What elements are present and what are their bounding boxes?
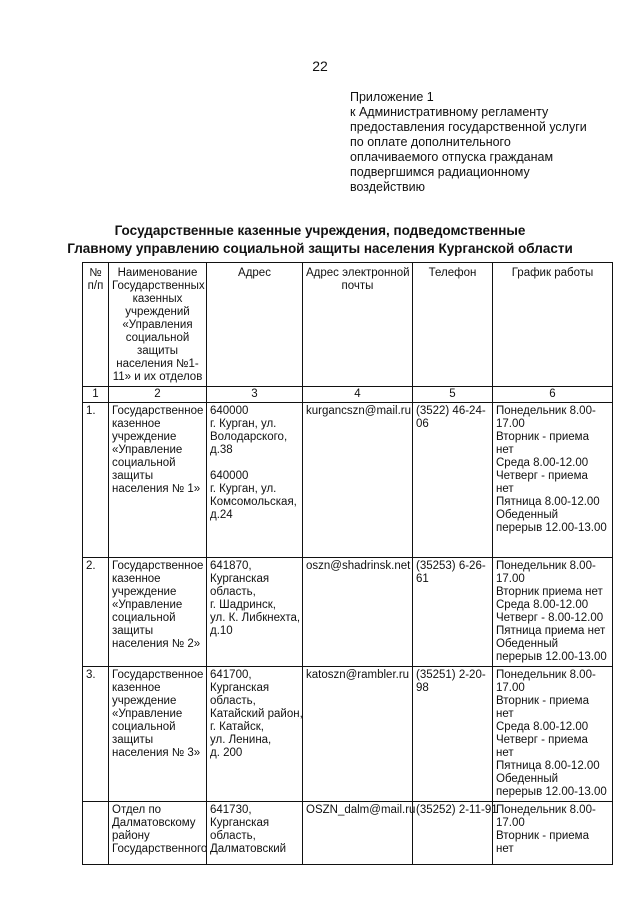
cell-line: Четверг - приема [496, 470, 588, 482]
cell-line: Обеденный [496, 638, 559, 650]
cell-line: району [112, 830, 150, 842]
cell-line: ул. К. Либкнехта, [210, 612, 301, 624]
institution-phone [413, 403, 493, 558]
cell-line: (3522) 46-24- [416, 405, 486, 417]
column-number: 3 [207, 387, 303, 403]
cell-line: Курганская [210, 573, 270, 585]
table-header-row [83, 263, 613, 387]
cell-line: защиты [136, 345, 179, 357]
cell-line: защиты [112, 470, 154, 482]
cell-line: г. Курган, ул. [210, 418, 277, 430]
appendix-line: предоставления государственной услуги [350, 120, 587, 134]
blank-line [210, 457, 299, 470]
institution-phone [413, 802, 498, 865]
institution-email [303, 667, 413, 802]
header-address [207, 263, 303, 387]
cell-line: Курганская [210, 817, 270, 829]
cell-line: 641700, [210, 669, 252, 681]
cell-line: «Управление [112, 599, 183, 611]
cell-line: Курганская [210, 682, 270, 694]
institution-phone [413, 558, 493, 667]
cell-line: kurgancszn@mail.ru [306, 405, 411, 417]
cell-line: г. Шадринск, [210, 599, 276, 611]
cell-line: г. Катайск, [210, 721, 264, 733]
cell-line: Наименование [117, 267, 198, 279]
cell-line: 17.00 [496, 817, 525, 829]
header-num [83, 263, 109, 387]
cell-line: 640000 [210, 405, 249, 417]
cell-line: 17.00 [496, 682, 525, 694]
cell-line: Отдел по [112, 804, 162, 816]
header-email [303, 263, 413, 387]
cell-line: № [89, 267, 102, 279]
institution-address [207, 558, 303, 667]
cell-line: Вторник приема нет [496, 586, 603, 598]
cell-line: Обеденный [496, 773, 559, 785]
cell-line: нет [496, 483, 514, 495]
cell-line: социальной [112, 457, 176, 469]
column-number: 2 [109, 387, 207, 403]
cell-line: 641870, [210, 560, 252, 572]
cell-line: 06 [416, 418, 429, 430]
cell-line: социальной [125, 332, 190, 344]
cell-line: казенное [112, 573, 161, 585]
institution-name [109, 667, 207, 802]
cell-line: д.38 [210, 444, 233, 456]
cell-line: Вторник - приема [496, 431, 589, 443]
cell-line: Телефон [428, 267, 477, 279]
cell-line: (35251) 2-20- [416, 669, 486, 681]
cell-line: 640000 [210, 470, 249, 482]
institutions-table [82, 262, 613, 865]
cell-line: область, [210, 830, 256, 842]
cell-line: Четверг - приема [496, 734, 588, 746]
cell-line: Понедельник 8.00- [496, 804, 596, 816]
row-number: 3. [83, 667, 109, 802]
cell-line: «Управление [112, 708, 183, 720]
cell-line: учреждений [125, 306, 190, 318]
cell-line: Адрес электронной [306, 267, 410, 279]
cell-line: Далматовский [210, 843, 287, 855]
cell-line: 98 [416, 682, 429, 694]
cell-line: д.10 [210, 625, 233, 637]
institution-name [109, 558, 207, 667]
appendix-line: оплачиваемого отпуска гражданам [350, 150, 554, 164]
cell-line: нет [496, 747, 514, 759]
column-number: 6 [493, 387, 613, 403]
institution-name [109, 802, 207, 865]
cell-line: Далматовскому [112, 817, 196, 829]
cell-line: Володарского, [210, 431, 288, 443]
table-row [83, 667, 613, 802]
cell-line: Государственное [112, 560, 204, 572]
cell-line: Государственных [112, 280, 205, 292]
cell-line: Понедельник 8.00- [496, 560, 596, 572]
cell-line: перерыв 12.00-13.00 [496, 651, 607, 663]
cell-line: учреждение [112, 586, 177, 598]
cell-line: защиты [112, 734, 154, 746]
cell-line: Катайский район, [210, 708, 303, 720]
institution-address [207, 403, 303, 558]
cell-line: Вторник - приема [496, 695, 589, 707]
document-title [0, 222, 640, 258]
institution-address [207, 802, 303, 865]
cell-line: перерыв 12.00-13.00 [496, 522, 607, 534]
cell-line: социальной [112, 612, 176, 624]
institution-schedule [493, 802, 613, 865]
cell-line: нет [496, 708, 514, 720]
institution-schedule [493, 558, 613, 667]
cell-line: График работы [511, 267, 594, 279]
cell-line: населения № 3» [112, 747, 201, 759]
cell-line: Понедельник 8.00- [496, 405, 596, 417]
cell-line: 17.00 [496, 418, 525, 430]
cell-line: д. 200 [210, 747, 243, 759]
cell-line: д.24 [210, 509, 233, 521]
header-phone [413, 263, 493, 387]
table-row [83, 802, 613, 865]
cell-line: учреждение [112, 431, 177, 443]
cell-line: Четверг - 8.00-12.00 [496, 612, 604, 624]
cell-line: Понедельник 8.00- [496, 669, 596, 681]
cell-line: нет [496, 843, 514, 855]
cell-line: Пятница приема нет [496, 625, 606, 637]
cell-line: перерыв 12.00-13.00 [496, 786, 607, 798]
cell-line: Пятница 8.00-12.00 [496, 760, 600, 772]
cell-line: Среда 8.00-12.00 [496, 599, 589, 611]
cell-line: область, [210, 586, 256, 598]
cell-line: Среда 8.00-12.00 [496, 721, 589, 733]
institution-schedule [493, 667, 613, 802]
cell-line: oszn@shadrinsk.net [306, 560, 411, 572]
cell-line: населения №1- [116, 358, 199, 370]
cell-line: «Управление [112, 444, 183, 456]
cell-line: (35253) 6-26- [416, 560, 486, 572]
cell-line: Государственного [112, 843, 208, 855]
appendix-line: к Административному регламенту [350, 105, 549, 119]
row-number [83, 802, 109, 865]
cell-line: Адрес [238, 267, 271, 279]
document-title-line: Главному управлению социальной защиты населения Курганской области [67, 241, 573, 256]
appendix-line: Приложение 1 [350, 90, 434, 104]
cell-line: область, [210, 695, 256, 707]
cell-line: Обеденный [496, 509, 559, 521]
cell-line: п/п [87, 280, 104, 292]
cell-line: казенное [112, 682, 161, 694]
table-row [83, 558, 613, 667]
document-title-line: Государственные казенные учреждения, подведомственные [114, 223, 526, 238]
appendix-note [350, 90, 610, 195]
cell-line: Комсомольская, [210, 496, 297, 508]
institution-name [109, 403, 207, 558]
cell-line: казенных [132, 293, 183, 305]
column-number: 5 [413, 387, 493, 403]
cell-line: г. Курган, ул. [210, 483, 277, 495]
cell-line: ул. Ленина, [210, 734, 272, 746]
column-number: 4 [303, 387, 413, 403]
institution-address [207, 667, 303, 802]
institution-phone [413, 667, 493, 802]
cell-line: 61 [416, 573, 429, 585]
cell-line: учреждение [112, 695, 177, 707]
header-schedule [493, 263, 613, 387]
row-number: 2. [83, 558, 109, 667]
cell-line: Пятница 8.00-12.00 [496, 496, 600, 508]
table-row [83, 403, 613, 558]
cell-line: почты [341, 280, 374, 292]
cell-line: защиты [112, 625, 154, 637]
header-name [109, 263, 207, 387]
appendix-line: подвергшимся радиационному [350, 165, 530, 179]
cell-line: Вторник - приема [496, 830, 589, 842]
cell-line: «Управления [122, 319, 193, 331]
appendix-line: воздействию [350, 180, 425, 194]
cell-line: населения № 1» [112, 483, 201, 495]
cell-line: социальной [112, 721, 176, 733]
cell-line: Государственное [112, 405, 204, 417]
appendix-line: по оплате дополнительного [350, 135, 511, 149]
cell-line: Государственное [112, 669, 204, 681]
cell-line: 11» и их отделов [112, 371, 203, 383]
page-number: 22 [312, 58, 328, 74]
cell-line: katoszn@rambler.ru [306, 669, 410, 681]
cell-line: (35252) 2-11-91 [416, 804, 498, 816]
cell-line: Среда 8.00-12.00 [496, 457, 589, 469]
cell-line: казенное [112, 418, 161, 430]
cell-line: нет [496, 444, 514, 456]
cell-line: 641730, [210, 804, 252, 816]
institution-email [303, 403, 413, 558]
cell-line: OSZN_dalm@mail.ru [306, 804, 416, 816]
column-number-row [83, 387, 613, 403]
column-number: 1 [83, 387, 109, 403]
institution-schedule [493, 403, 613, 558]
cell-line: 17.00 [496, 573, 525, 585]
row-number: 1. [83, 403, 109, 558]
institution-email [303, 802, 416, 865]
institution-email [303, 558, 413, 667]
cell-line: населения № 2» [112, 638, 201, 650]
